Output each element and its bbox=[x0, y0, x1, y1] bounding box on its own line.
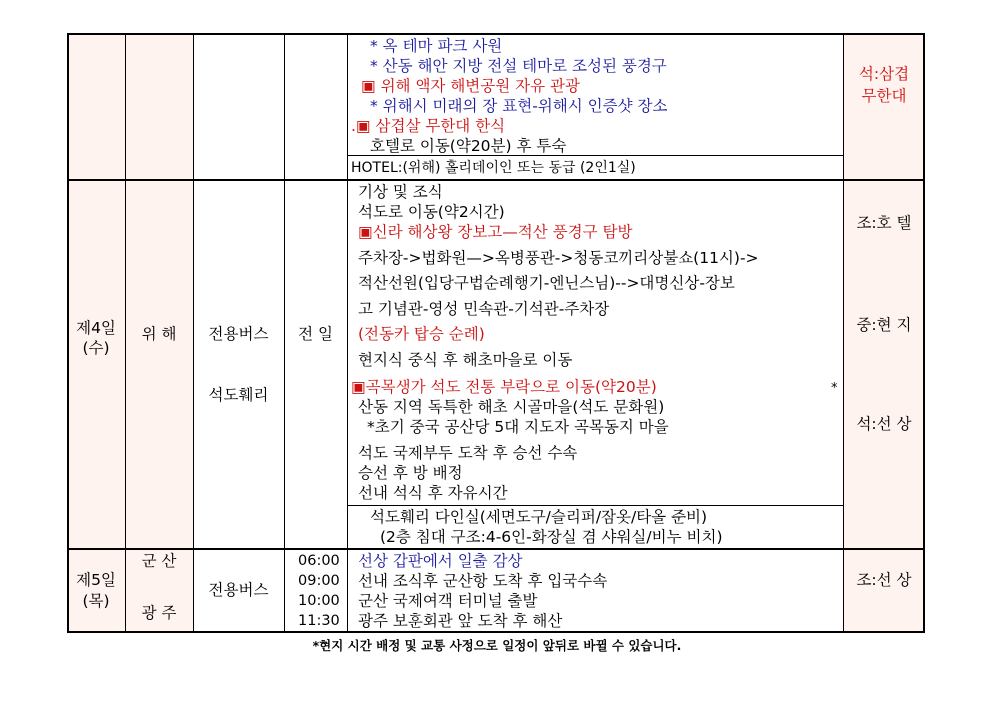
day5-item: 선내 조식후 군산항 도착 후 입국수속 bbox=[358, 572, 608, 590]
day4-item: 산동 지역 독특한 해초 시골마을(석도 문화원) bbox=[358, 398, 665, 416]
day4-item: 고 기념관-영성 민속관-기석관-주차장 bbox=[358, 300, 610, 318]
day5-time: 11:30 bbox=[298, 613, 340, 629]
day4-transport: 전용버스 bbox=[208, 325, 269, 343]
day4-item: 석도 국제부두 도착 후 승선 수속 bbox=[358, 444, 578, 462]
day4-ferry-info: (2층 침대 구조:4-6인-화장실 겸 샤워실/비누 비치) bbox=[380, 528, 723, 546]
day4-meal-dinner: 석:선 상 bbox=[856, 415, 912, 433]
day5-weekday: (목) bbox=[82, 592, 110, 610]
day5-label: 제5일 bbox=[76, 571, 116, 589]
day4-city: 위 해 bbox=[141, 325, 177, 343]
day5-item: 광주 보훈회관 앞 도착 후 해산 bbox=[358, 612, 563, 630]
day4-item: *초기 중국 공산당 5대 지도자 곡목동지 마을 bbox=[367, 418, 669, 436]
day5-transport: 전용버스 bbox=[208, 581, 269, 599]
day3-item: ▣ 위해 액자 해변공원 자유 관광 bbox=[361, 77, 580, 95]
day5-time: 10:00 bbox=[298, 593, 340, 609]
day4-time: 전 일 bbox=[298, 325, 333, 343]
day4-item: 현지식 중식 후 해초마을로 이동 bbox=[358, 351, 573, 369]
day4-item: 선내 석식 후 자유시간 bbox=[358, 484, 508, 502]
day5-time: 06:00 bbox=[298, 553, 340, 569]
day4-item: 적산선원(입당구법순례행기-엔닌스님)-->대명신상-장보 bbox=[358, 274, 735, 292]
day4-star-mark: * bbox=[831, 381, 838, 396]
day5-item: 군산 국제여객 터미널 출발 bbox=[358, 592, 538, 610]
day4-transport: 석도훼리 bbox=[208, 386, 269, 404]
day4-item: (전동카 탑승 순례) bbox=[358, 325, 485, 343]
itinerary-table bbox=[67, 33, 925, 633]
day4-item: 승선 후 방 배정 bbox=[358, 464, 463, 482]
day3-item: * 산동 해안 지방 전설 테마로 조성된 풍경구 bbox=[370, 57, 667, 75]
day4-label: 제4일 bbox=[76, 319, 116, 337]
day4-meal-breakfast: 조:호 텔 bbox=[856, 214, 912, 232]
day3-item: * 옥 테마 파크 사원 bbox=[370, 37, 503, 55]
day3-meal: 무한대 bbox=[861, 87, 907, 105]
day3-item: * 위해시 미래의 장 표현-위해시 인증샷 장소 bbox=[370, 97, 668, 115]
day4-item: 기상 및 조식 bbox=[358, 183, 443, 201]
day5-time: 09:00 bbox=[298, 573, 340, 589]
day5-item: 선상 갑판에서 일출 감상 bbox=[358, 552, 523, 570]
day4-weekday: (수) bbox=[82, 339, 110, 357]
day4-item: ▣곡목생가 석도 전통 부락으로 이동(약20분) bbox=[351, 378, 657, 396]
day4-item: 석도로 이동(약2시간) bbox=[358, 203, 505, 221]
day4-meal-lunch: 중:현 지 bbox=[856, 316, 912, 334]
day4-item: 주차장->법화원—>옥병풍관->청동코끼리상불쇼(11시)-> bbox=[358, 249, 759, 267]
day5-city: 광 주 bbox=[141, 604, 177, 622]
day4-ferry-info: 석도훼리 다인실(세면도구/슬리퍼/잠옷/타올 준비) bbox=[370, 508, 708, 526]
day5-meal-breakfast: 조:선 상 bbox=[856, 571, 912, 589]
footnote: *현지 시간 배정 및 교통 사정으로 일정이 앞뒤로 바뀔 수 있습니다. bbox=[312, 638, 682, 653]
day3-meal: 석:삼겹 bbox=[858, 65, 910, 83]
day5-city: 군 산 bbox=[141, 552, 177, 570]
day3-item: .▣ 삼겹살 무한대 한식 bbox=[351, 117, 506, 135]
day3-item: 호텔로 이동(약20분) 후 투숙 bbox=[370, 137, 567, 155]
day4-item: ▣신라 해상왕 장보고—적산 풍경구 탐방 bbox=[358, 223, 633, 241]
day3-hotel: HOTEL:(위해) 홀리데이인 또는 동급 (2인1실) bbox=[351, 160, 636, 176]
